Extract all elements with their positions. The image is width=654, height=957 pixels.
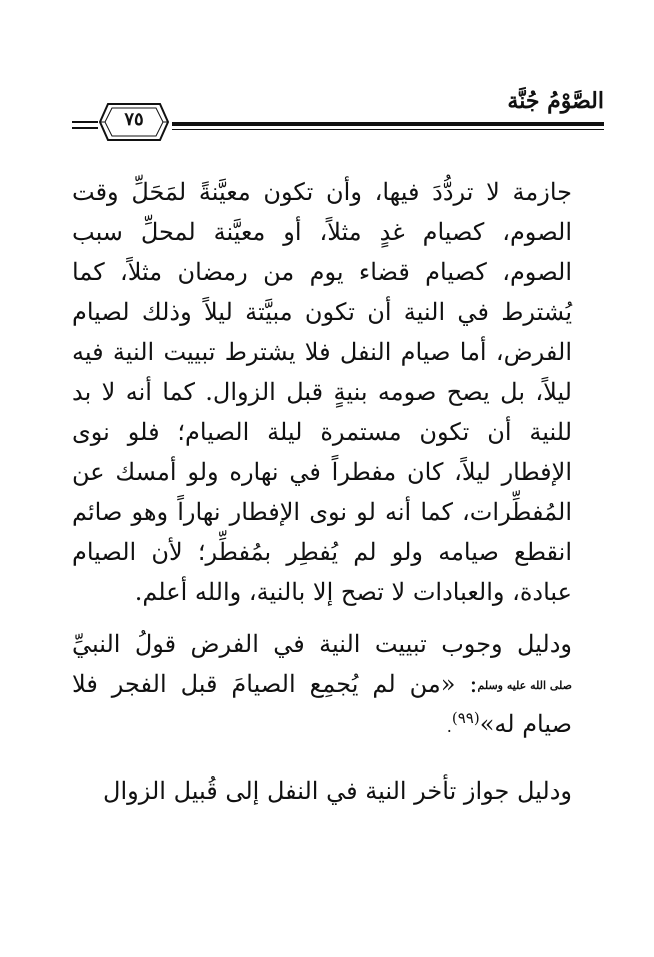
running-header [72, 88, 604, 148]
page-body [72, 172, 572, 811]
header-rule-thick [172, 122, 604, 126]
sentence-end-mark: . [446, 717, 452, 736]
header-rule-left-lower [72, 127, 98, 129]
paragraph-1: جازمة لا تردُّدَ فيها، وأن تكون معيَّنةً لمَحَلِّ وقت الصوم، كصيام غدٍ مثلاً، أو معيَّنة لمحلِّ سبب الصوم، كصيام قضاء يوم من رمضان مثلاً، كما يُشترط في النية أن تكون مبيَّتة ليلاً وذلك لصيام الفرض، أما صيام النفل فلا يشترط تبييت النية فيه ليلاً، بل يصح صومه بنيةٍ قبل الزوال. كما أنه لا بد للنية أن تكون مستمرة ليلة الصيام؛ فلو نوى الإفطار ليلاً، كان مفطراً في نهاره ولو أمسك عن المُفطِّرات، كما أنه لو نوى الإفطار نهاراً وهو صائم انقطع صيامه ولو لم يُفطِر بمُفطِّر؛ لأن الصيام عبادة، والعبادات لا تصح إلا بالنية، والله أعلم. [72, 178, 572, 606]
paragraph-2 [72, 624, 572, 747]
footnote-reference: (٩٩) [451, 709, 480, 727]
paragraph-3: ودليل جواز تأخر النية في النفل إلى قُبيل الزوال [103, 777, 572, 805]
page-number-frame [98, 102, 170, 142]
paragraph-2-text: ودليل وجوب تبييت النية في الفرض قولُ النبيِّ [72, 630, 572, 658]
header-rule-left-upper [72, 121, 98, 123]
salla-glyph: صلى الله عليه وسلم [477, 678, 572, 692]
hadith-quote: : «من لم يُجمِع الصيامَ قبل الفجر فلا صيام له» [72, 670, 572, 738]
book-title: الصَّوْمُ جُنَّة [507, 88, 604, 114]
page-number: ٧٥ [124, 109, 144, 130]
header-rule-thin [172, 129, 604, 130]
